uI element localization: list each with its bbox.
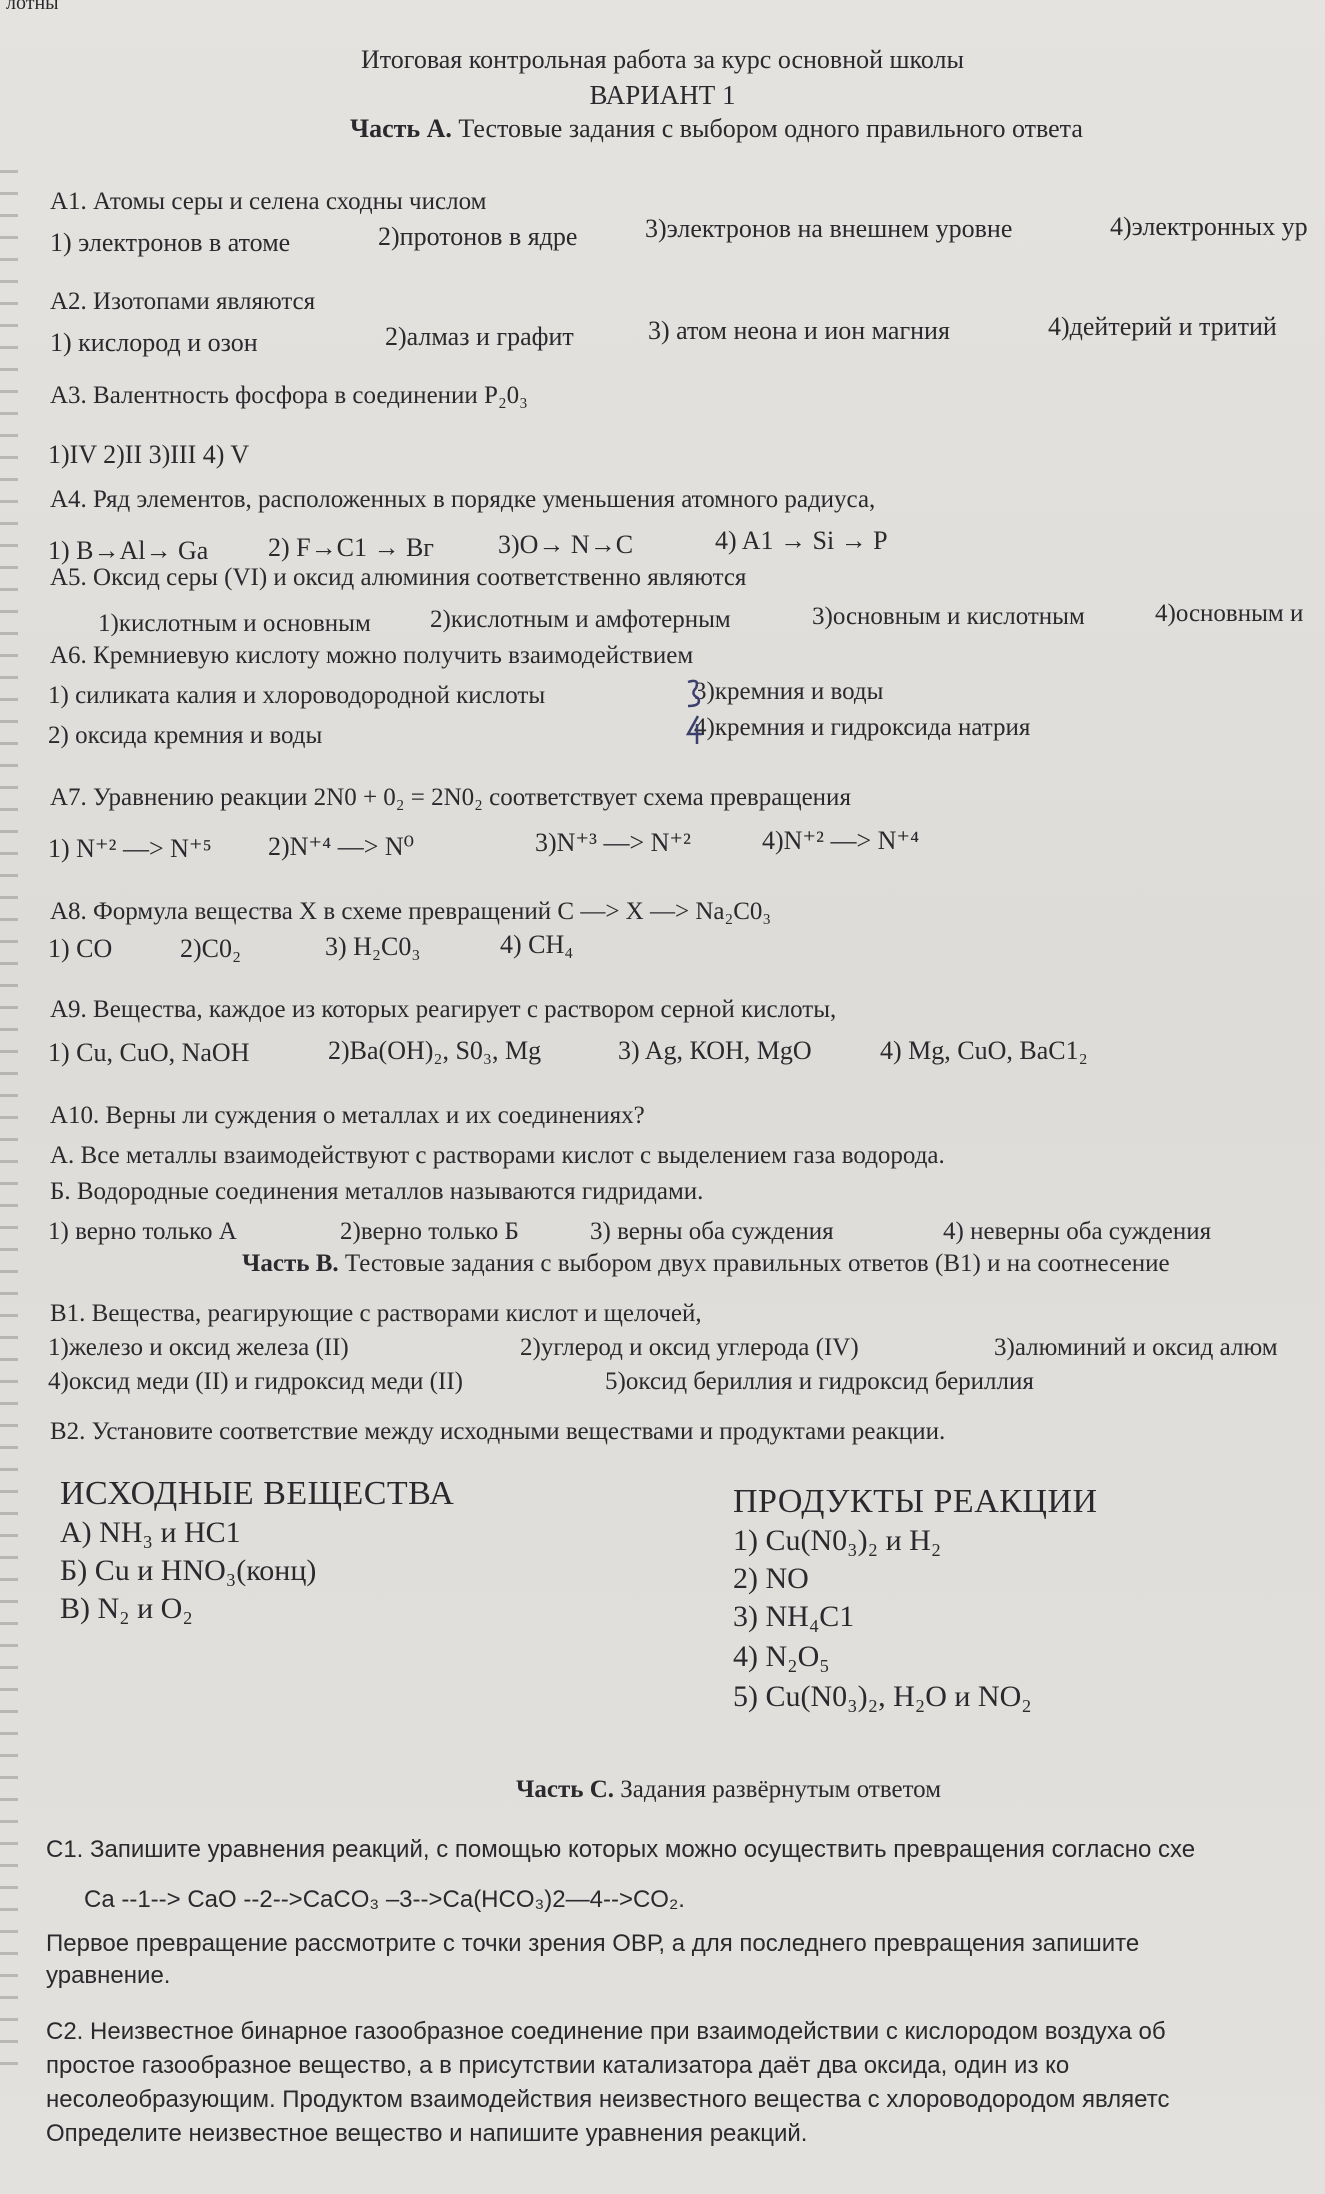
partA-text: Тестовые задания с выбором одного правильного ответа	[458, 114, 1083, 143]
a5-option-1: 1)кислотным и основным	[98, 610, 371, 637]
a8-option-2: 2)C0₂	[180, 934, 242, 963]
partC-heading	[516, 1776, 941, 1805]
a1-option-1: 1) электронов в атоме	[50, 228, 291, 257]
c2-line-1: С2. Неизвестное бинарное газообразное соединение при взаимодействии с кислородом воздуха об	[46, 2018, 1166, 2045]
c2-line-3: несолеобразующим. Продуктом взаимодействия неизвестного вещества с хлороводородом являетс	[46, 2086, 1170, 2113]
a2-option-3: 3) атом неона и ион магния	[648, 316, 950, 345]
a5-option-2: 2)кислотным и амфотерным	[430, 606, 731, 633]
partC-text: Задания развёрнутым ответом	[620, 1776, 942, 1803]
a9-option-1: 1) Cu, CuO, NaOH	[48, 1038, 250, 1067]
b2-left-item-c: В) N₂ и O₂	[60, 1592, 193, 1625]
a6-option-1: 1) силиката калия и хлороводородной кислоты	[48, 682, 546, 709]
a10-option-4: 4) неверны оба суждения	[943, 1218, 1212, 1245]
question-a7: А7. Уравнению реакции 2N0 + 0₂ = 2N0₂ соответствует схема превращения	[50, 784, 851, 811]
partA-bold: Часть А.	[350, 114, 452, 143]
a10-option-1: 1) верно только А	[48, 1218, 237, 1245]
b2-right-item-5: 5) Cu(N0₃)₂, H₂O и NO₂	[733, 1680, 1032, 1713]
a10-statement-a: А. Все металлы взаимодействуют с растворами кислот с выделением газа водорода.	[50, 1142, 945, 1169]
a10-statement-b: Б. Водородные соединения металлов называются гидридами.	[50, 1178, 704, 1205]
a5-option-3: 3)основным и кислотным	[812, 603, 1085, 630]
a2-option-4: 4)дейтерий и тритий	[1048, 312, 1277, 341]
question-a8: А8. Формула вещества X в схеме превращений С —> X —> Na₂C0₃	[50, 898, 772, 925]
a10-option-2: 2)верно только Б	[340, 1218, 519, 1245]
b2-right-item-3: 3) NH₄C1	[733, 1600, 855, 1633]
c2-line-2: простое газообразное вещество, а в присутствии катализатора даёт два оксида, один из ко	[46, 2052, 1070, 2079]
b2-right-item-4: 4) N₂O₅	[733, 1640, 830, 1673]
a10-option-3: 3) верны оба суждения	[590, 1218, 834, 1245]
a4-option-2: 2) F→C1 → Вг	[268, 533, 434, 562]
a3-options: 1)IV 2)II 3)III 4) V	[48, 440, 250, 469]
a1-option-4: 4)электронных ур	[1110, 212, 1308, 241]
a9-option-3: 3) Ag, КОН, MgO	[618, 1036, 812, 1065]
question-a6: А6. Кремниевую кислоту можно получить взаимодействием	[50, 642, 694, 669]
a6-option-3: 3)кремния и воды	[694, 678, 884, 705]
a4-option-3: 3)O→ N→C	[498, 530, 634, 559]
b1-option-3: 3)алюминий и оксид алюм	[994, 1334, 1278, 1361]
question-a10: А10. Верны ли суждения о металлах и их соединениях?	[50, 1102, 645, 1129]
b2-right-item-2: 2) NO	[733, 1562, 809, 1595]
variant-label: ВАРИАНТ 1	[589, 80, 736, 110]
b2-left-heading: ИСХОДНЫЕ ВЕЩЕСТВА	[60, 1475, 455, 1512]
c1-scheme: Ca --1--> CaO --2-->CaCO₃ –3-->Ca(HCO₃)2—4-->CO₂.	[84, 1886, 685, 1913]
partB-text: Тестовые задания с выбором двух правильных ответов (В1) и на соотнесение	[344, 1250, 1170, 1277]
question-a9: А9. Вещества, каждое из которых реагирует с раствором серной кислоты,	[50, 996, 837, 1023]
b1-option-1: 1)железо и оксид железа (II)	[48, 1334, 349, 1361]
partB-heading	[242, 1250, 1170, 1279]
b2-right-item-1: 1) Cu(N0₃)₂ и H₂	[733, 1524, 942, 1557]
b1-option-2: 2)углерод и оксид углерода (IV)	[520, 1334, 859, 1361]
a6-option-4: 4)кремния и гидроксида натрия	[694, 714, 1031, 741]
b1-option-5: 5)оксид бериллия и гидроксид бериллия	[605, 1368, 1034, 1395]
top-fragment: лотны	[6, 0, 59, 14]
question-a2: А2. Изотопами являются	[50, 288, 316, 315]
a8-option-1: 1) CO	[48, 934, 113, 963]
partB-bold: Часть В.	[242, 1250, 339, 1277]
a9-option-4: 4) Mg, CuO, BaC1₂	[880, 1036, 1088, 1065]
a8-option-3: 3) H₂C0₃	[325, 932, 421, 961]
b2-right-heading: ПРОДУКТЫ РЕАКЦИИ	[733, 1483, 1098, 1520]
a4-option-1: 1) В→Al→ Ga	[48, 536, 209, 565]
c1-line-1: С1. Запишите уравнения реакций, с помощью которых можно осуществить превращения согласно схе	[46, 1836, 1196, 1863]
a5-option-4: 4)основным и	[1155, 600, 1304, 627]
b2-left-item-b: Б) Cu и HNO₃(конц)	[60, 1554, 317, 1587]
question-a1: А1. Атомы серы и селена сходны числом	[50, 188, 487, 215]
a7-option-4: 4)N⁺² —> N⁺⁴	[762, 826, 920, 855]
handwritten-marks	[684, 676, 706, 746]
binding-marks	[0, 170, 18, 2070]
a9-option-2: 2)Ba(OH)₂, S0₃, Mg	[328, 1036, 542, 1065]
page-title: Итоговая контрольная работа за курс основной школы	[361, 45, 964, 74]
a1-option-2: 2)протонов в ядре	[378, 222, 578, 251]
question-b2: В2. Установите соответствие между исходными веществами и продуктами реакции.	[50, 1418, 946, 1445]
question-a5: А5. Оксид серы (VI) и оксид алюминия соответственно являются	[50, 564, 747, 591]
c2-line-4: Определите неизвестное вещество и напишите уравнения реакций.	[46, 2120, 808, 2147]
question-a3: А3. Валентность фосфора в соединении Р₂0₃	[50, 382, 528, 409]
a7-option-1: 1) N⁺² —> N⁺⁵	[48, 834, 212, 863]
partA-heading	[350, 114, 1083, 144]
b1-option-4: 4)оксид меди (II) и гидроксид меди (II)	[48, 1368, 463, 1395]
a2-option-1: 1) кислород и озон	[50, 328, 258, 357]
a7-option-2: 2)N⁺⁴ —> N⁰	[268, 832, 415, 861]
a4-option-4: 4) A1 → Si → P	[715, 526, 888, 555]
a2-option-2: 2)алмаз и графит	[385, 322, 574, 351]
c1-line-3: Первое превращение рассмотрите с точки зрения ОВР, а для последнего превращения запишите	[46, 1930, 1140, 1957]
c1-line-4: уравнение.	[46, 1962, 171, 1989]
partC-bold: Часть С.	[516, 1776, 614, 1803]
a7-option-3: 3)N⁺³ —> N⁺²	[535, 828, 691, 857]
a8-option-4: 4) CH₄	[500, 930, 574, 959]
question-b1: В1. Вещества, реагирующие с растворами кислот и щелочей,	[50, 1300, 702, 1327]
question-a4: А4. Ряд элементов, расположенных в порядке уменьшения атомного радиуса,	[50, 486, 876, 513]
a6-option-2: 2) оксида кремния и воды	[48, 722, 323, 749]
a1-option-3: 3)электронов на внешнем уровне	[645, 214, 1013, 243]
b2-left-item-a: А) NH₃ и НС1	[60, 1516, 241, 1549]
